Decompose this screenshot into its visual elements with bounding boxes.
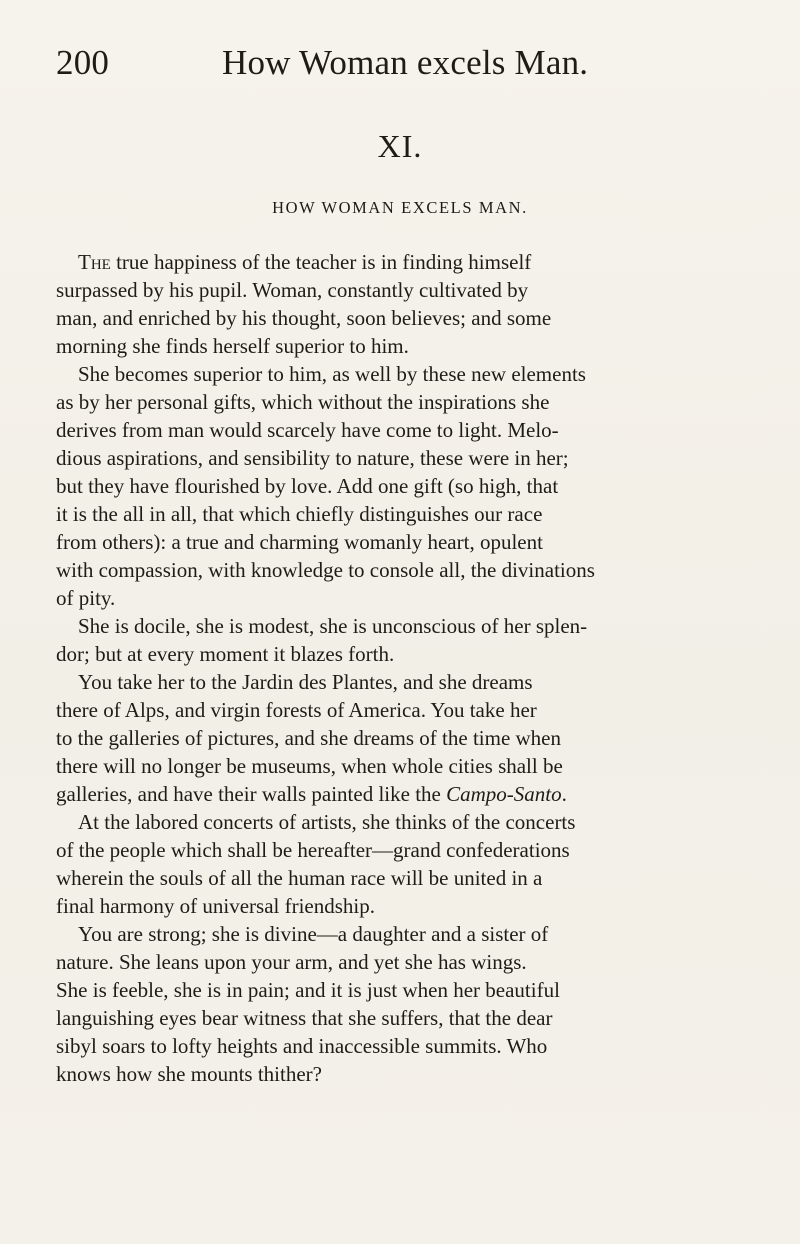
text-line — [56, 444, 794, 472]
drop-word: The — [78, 250, 111, 274]
text-line — [56, 332, 794, 360]
text-line — [56, 752, 794, 780]
text-line — [56, 248, 794, 276]
text-line — [56, 808, 794, 836]
line-text: sibyl soars to lofty heights and inaccessible summits. Who — [56, 1034, 548, 1058]
text-line — [56, 640, 794, 668]
text-line — [56, 276, 794, 304]
text-line — [56, 1032, 794, 1060]
line-text: morning she finds herself superior to him. — [56, 334, 409, 358]
line-text: nature. She leans upon your arm, and yet she has wings. — [56, 950, 527, 974]
text-line — [56, 556, 794, 584]
line-text: She is docile, she is modest, she is unconscious of her splen- — [78, 614, 588, 638]
line-text: At the labored concerts of artists, she thinks of the concerts — [78, 810, 576, 834]
line-text: there of Alps, and virgin forests of America. You take her — [56, 698, 537, 722]
line-text: galleries, and have their walls painted like the — [56, 782, 447, 806]
line-text: man, and enriched by his thought, soon believes; and some — [56, 306, 552, 330]
line-text: surpassed by his pupil. Woman, constantly cultivated by — [56, 278, 529, 302]
text-line — [56, 584, 794, 612]
text-line — [56, 360, 794, 388]
text-line — [56, 500, 794, 528]
text-line — [56, 976, 794, 1004]
text-line — [56, 920, 794, 948]
text-line — [56, 388, 794, 416]
line-text: derives from man would scarcely have come to light. Melo- — [56, 418, 559, 442]
line-text: as by her personal gifts, which without the inspirations she — [56, 390, 550, 414]
line-text: You are strong; she is divine—a daughter and a sister of — [78, 922, 549, 946]
text-line — [56, 892, 794, 920]
line-text: but they have flourished by love. Add one gift (so high, that — [56, 474, 559, 498]
text-line — [56, 1004, 794, 1032]
text-line — [56, 472, 794, 500]
line-text: from others): a true and charming womanly heart, opulent — [56, 530, 543, 554]
chapter-body — [56, 248, 794, 1088]
line-text: final harmony of universal friendship. — [56, 894, 375, 918]
line-text: knows how she mounts thither? — [56, 1062, 322, 1086]
line-text: languishing eyes bear witness that she suffers, that the dear — [56, 1006, 553, 1030]
text-line — [56, 1060, 794, 1088]
text-line — [56, 528, 794, 556]
text-line — [56, 304, 794, 332]
page-number: 200 — [56, 43, 110, 82]
text-line — [56, 948, 794, 976]
chapter-number: XI. — [377, 128, 423, 164]
line-tail: . — [561, 782, 567, 806]
italic-text: Campo-Santo — [446, 782, 562, 806]
text-line — [56, 836, 794, 864]
line-text: true happiness of the teacher is in finding himself — [110, 250, 532, 274]
text-line — [56, 864, 794, 892]
chapter-title: HOW WOMAN EXCELS MAN. — [272, 198, 528, 217]
line-text: wherein the souls of all the human race will be united in a — [56, 866, 543, 890]
line-text: there will no longer be museums, when whole cities shall be — [56, 754, 563, 778]
running-header — [56, 38, 744, 88]
line-text: to the galleries of pictures, and she dreams of the time when — [56, 726, 562, 750]
text-line — [56, 724, 794, 752]
running-title: How Woman excels Man. — [222, 43, 589, 82]
text-line — [56, 780, 794, 808]
line-text: dious aspirations, and sensibility to nature, these were in her; — [56, 446, 569, 470]
line-text: of the people which shall be hereafter—grand confederations — [56, 838, 570, 862]
line-text: She is feeble, she is in pain; and it is just when her beautiful — [56, 978, 560, 1002]
text-line — [56, 612, 794, 640]
line-text: She becomes superior to him, as well by these new elements — [78, 362, 586, 386]
line-text: You take her to the Jardin des Plantes, and she dreams — [78, 670, 533, 694]
line-text: of pity. — [56, 586, 116, 610]
text-line — [56, 696, 794, 724]
line-text: it is the all in all, that which chiefly distinguishes our race — [56, 502, 543, 526]
line-text: dor; but at every moment it blazes forth. — [56, 642, 395, 666]
line-text: with compassion, with knowledge to console all, the divinations — [56, 558, 595, 582]
text-line — [56, 416, 794, 444]
text-line — [56, 668, 794, 696]
